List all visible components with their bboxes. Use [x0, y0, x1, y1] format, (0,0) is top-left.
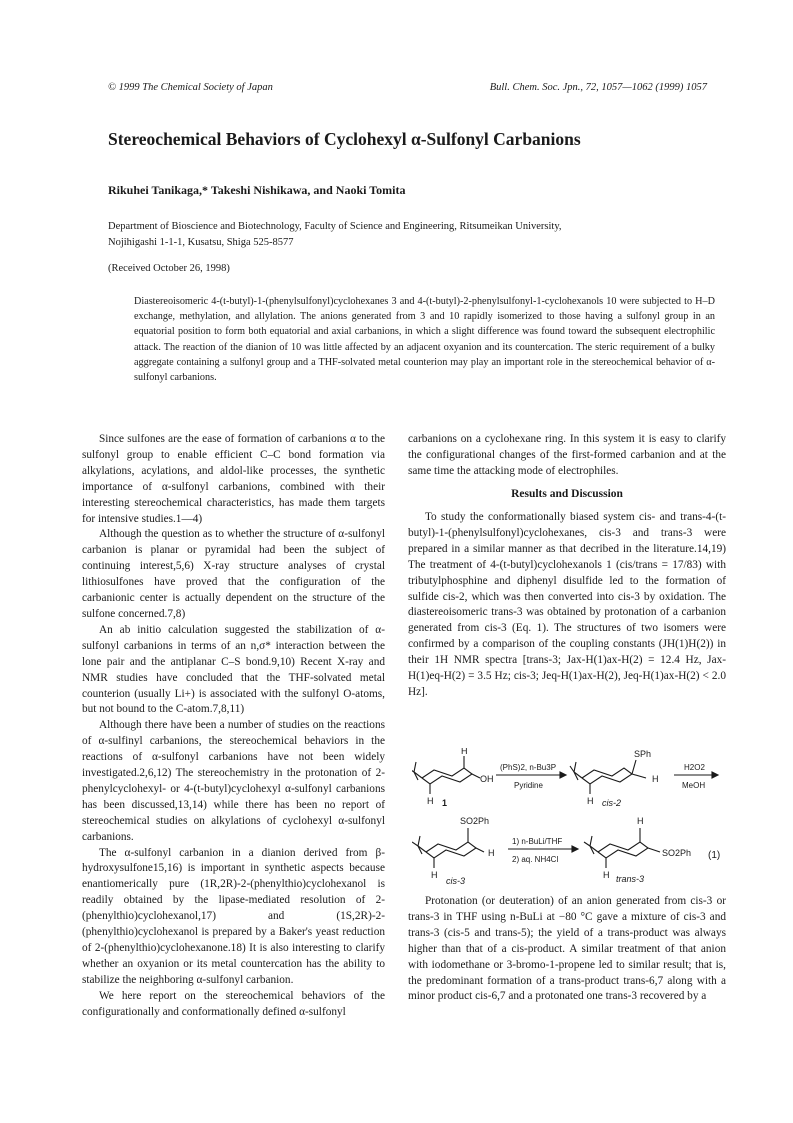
- atom-label: H: [603, 870, 610, 880]
- journal-citation: Bull. Chem. Soc. Jpn., 72, 1057—1062 (1999) 1057: [489, 82, 707, 93]
- cyclohexane-ring: [426, 842, 476, 858]
- reagent-label: (PhS)2, n-Bu3P: [500, 763, 557, 772]
- atom-label: H: [587, 796, 594, 806]
- paragraph: An ab initio calculation suggested the stabilization of α-sulfonyl carbanions in terms of an n,σ* interaction between the lone pair and the antiplanar C–S bond.9,10) Recent X-ray and NMR studies have concluded that the THF-solvated metal counterion (usually Li+) is associated with the sulfonyl O-atoms, but not bound to the C-atom.7,8,11): [82, 623, 385, 716]
- author-list: Rikuhei Tanikaga,* Takeshi Nishikawa, and Naoki Tomita: [108, 183, 406, 197]
- affiliation-line: Nojihigashi 1-1-1, Kusatsu, Shiga 525-8577: [108, 237, 294, 248]
- reagent-label: Pyridine: [514, 781, 543, 790]
- atom-label: SO2Ph: [460, 816, 490, 826]
- compound-label: trans-3: [616, 874, 645, 884]
- reaction-scheme: [412, 748, 730, 888]
- compound-label: cis-3: [446, 876, 466, 886]
- received-date: (Received October 26, 1998): [108, 263, 230, 274]
- atom-label: H: [488, 848, 495, 858]
- affiliation-line: Department of Bioscience and Biotechnology, Faculty of Science and Engineering, Ritsumeikan University,: [108, 221, 562, 232]
- paragraph: We here report on the stereochemical behaviors of the configurationally and conformationally defined α-sulfonyl: [82, 989, 385, 1018]
- section-heading: Results and Discussion: [511, 488, 623, 500]
- compound-label: cis-2: [602, 798, 622, 808]
- reagent-label: MeOH: [682, 781, 706, 790]
- compound-label: 1: [442, 798, 448, 808]
- reagent-label: 2) aq. NH4Cl: [512, 855, 559, 864]
- paragraph: Although the question as to whether the structure of α-sulfonyl carbanion is planar or pyramidal had been the subject of continuing interest,5,6) X-ray structure analyses of crystal lithiosulfones have proved that the configuration of the carbanionic center is actually dependent on the structure of the sulfone concerned.7,8): [82, 528, 385, 620]
- cyclohexane-ring: [582, 768, 632, 784]
- atom-label: SPh: [634, 749, 652, 759]
- right-column-top: [408, 432, 726, 480]
- journal-copyright: © 1999 The Chemical Society of Japan: [108, 82, 273, 93]
- paragraph: Protonation (or deuteration) of an anion generated from cis-3 or trans-3 in THF using n-BuLi at −80 °C gave a mixture of cis-3 and trans-3 (cis-5 and trans-5); the yield of a trans-product was always higher than that of a cis-product. A similar treatment of that anion with iodomethane or 3-bromo-1-propene led to similar result; that is, the predominant formation of a trans-product trans-6,7 along with a minor product cis-6,7 and a protonated one trans-3 recovered by a: [408, 895, 726, 1003]
- paragraph: Since sulfones are the ease of formation of carbanions α to the sulfonyl group to enable efficient C–C bond formation via alkylations, acylations, and aldol-like processes, the synthetic importance of α-sulfonyl carbanions, combined with their interesting stereochemical characteristics, has made them targets for intensive studies.1—4): [82, 433, 385, 525]
- equation-number: (1): [708, 850, 721, 861]
- cyclohexane-ring: [422, 768, 472, 784]
- right-column-bottom: [408, 894, 726, 1005]
- right-column-mid: [408, 510, 726, 701]
- atom-label: H: [652, 774, 659, 784]
- atom-label: SO2Ph: [662, 848, 692, 858]
- paragraph: carbanions on a cyclohexane ring. In this system it is easy to clarify the configurational changes of the first-formed carbanion and at the same time the attacking mode of electrophiles.: [408, 433, 726, 477]
- reagent-label: H2O2: [684, 763, 705, 772]
- abstract: Diastereoisomeric 4-(t-butyl)-1-(phenylsulfonyl)cyclohexanes 3 and 4-(t-butyl)-2-phenylsulfonyl-1-cyclohexanols 10 were subjected to H–D exchange, methylation, and allylation. The anions generated from 3 and 10 rapidly isomerized to those having a sulfonyl group in an equatorial position to form both equatorial and axial carbanions, in which a slight difference was found toward the subsequent electrophilic attack. The reaction of the dianion of 10 was little affected by an adjacent oxyanion and its countercation. The steric requirement of a bulky aggregate containing a sulfonyl group and a THF-solvated metal counterion may play an important role in the stereochemical behavior of α-sulfonyl carbanions.: [134, 296, 715, 384]
- paragraph: To study the conformationally biased system cis- and trans-4-(t-butyl)-1-(phenylsulfonyl)cyclohexanes, cis-3 and trans-3 were prepared in a similar manner as that decribed in the literature.14,19) The treatment of 4-(t-butyl)cyclohexanols 1 (cis/trans = 17/83) with tributylphosphine and diphenyl disulfide led to the formation of sulfide cis-2, which was then converted into cis-3 by oxidation. The diastereoisomeric trans-3 was obtained by protonation of a carbanion generated from cis-3 (Eq. 1). The structures of two isomers were confirmed by a comparison of the coupling constants (JH(1)H(2)) in their 1H NMR spectra [trans-3; Jax-H(1)ax-H(2) = 12.4 Hz, Jax-H(1)eq-H(2) = 3.5 Hz; cis-3; Jeq-H(1)ax-H(2), Jeq-H(1)ax-H(2) < 2.0 Hz].: [408, 511, 726, 698]
- atom-label: H: [461, 748, 468, 756]
- paper-title: Stereochemical Behaviors of Cyclohexyl α-Sulfonyl Carbanions: [108, 129, 581, 149]
- atom-label: H: [431, 870, 438, 880]
- paragraph: The α-sulfonyl carbanion in a dianion derived from β-hydroxysulfone15,16) is important in synthetic aspects because enantiomerically pure (1R,2R)-2-(phenylthio)cyclohexanol is readily obtained by the lipase-mediated resolution of 2-(phenylthio)cyclohexanol,17) and (1S,2R)-2-(phenylthio)cyclohexanol is prepared by a Baker's yeast reduction of 2-(phenylthio)cyclohexanone.18) It is also interesting to clarify whether an oxyanion or its metal countercation has the ability to stabilize the neighboring α-sulfonyl carbanion.: [82, 846, 385, 986]
- atom-label: H: [637, 816, 644, 826]
- atom-label: H: [427, 796, 434, 806]
- paragraph: Although there have been a number of studies on the reactions of α-sulfinyl carbanions, the stereochemical behaviors in the reactions of α-sulfonyl carbanions have not been widely investigated.2,6,12) The stereochemistry in the protonation of 2-phenylcyclohexyl- or 4-(t-butyl)cyclohexyl α-sulfonyl carbanions has been discussed,13,14) while there has been no report of stereochemical studies on alkylations of cyclohexyl α-sulfonyl carbanions.: [82, 719, 385, 843]
- affiliation: [108, 219, 708, 251]
- left-column: [82, 432, 385, 1021]
- atom-label: OH: [480, 774, 494, 784]
- reagent-label: 1) n-BuLi/THF: [512, 837, 563, 846]
- cyclohexane-ring: [598, 842, 648, 858]
